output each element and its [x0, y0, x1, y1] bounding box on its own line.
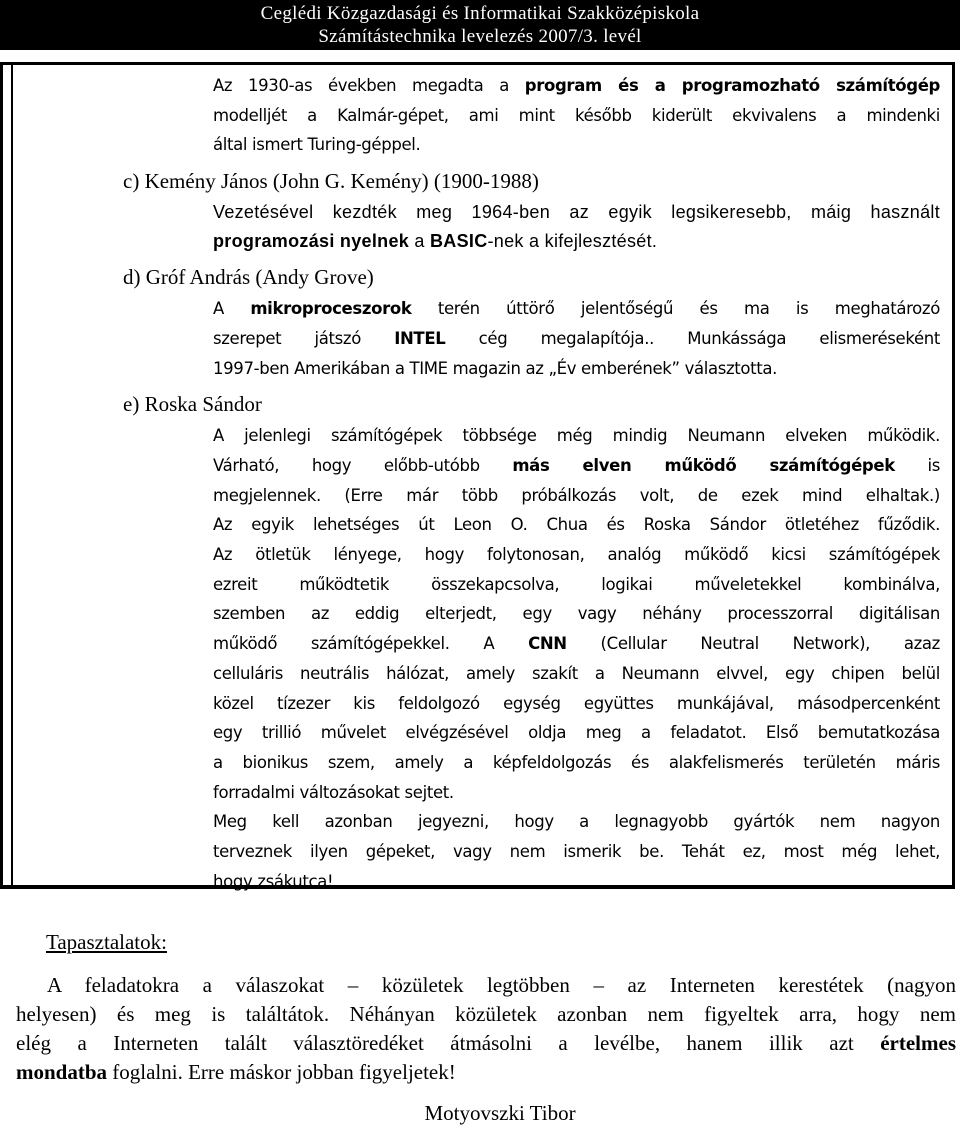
experiences-line: A feladatokra a válaszokat – közületek legtöbben – az Interneten kerestétek (nagyon [47, 973, 956, 997]
school-name: Ceglédi Közgazdasági és Informatikai Szakközépiskola [260, 3, 700, 24]
section-d-line [213, 294, 940, 324]
bold-text: INTEL [394, 328, 446, 348]
section-e-line: hogy zsákutca! [213, 871, 334, 891]
bold-text: értelmes [880, 1031, 956, 1055]
bold-text: program és a programozható számítógép [524, 76, 940, 95]
experiences-line [16, 1058, 956, 1087]
text-span: cég megalapítója. [445, 328, 650, 348]
text-span: is [894, 455, 940, 475]
intro-paragraph [123, 71, 940, 160]
content-box [0, 62, 955, 889]
intro-line: modelljét a Kalmár-gépet, ami mint később kiderült ekvivalens a mindenki [213, 105, 940, 125]
bold-text: BASIC [430, 231, 488, 252]
section-c-text [123, 198, 940, 256]
section-d-line [213, 324, 940, 354]
text-span: foglalni. Erre máskor jobban figyeljetek! [107, 1060, 456, 1084]
section-e-line: forradalmi változásokat sejtet. [213, 782, 454, 802]
text-span: Az 1930-as években megadta a [213, 76, 525, 95]
section-e-line: ezreit működtetik összekapcsolva, logikai műveletekkel kombinálva, [213, 574, 940, 594]
section-d-heading: d) Gróf András (Andy Grove) [123, 265, 374, 290]
section-e-line [213, 451, 940, 481]
bold-text: mikroproceszorok [250, 299, 412, 319]
experiences-paragraph [16, 971, 956, 1087]
intro-line [213, 71, 940, 101]
text-span: A [213, 299, 251, 319]
section-e-line: celluláris neutrális hálózat, amely szakít a Neumann elvvel, egy chipen belül [213, 663, 940, 683]
intro-line: által ismert Turing-géppel. [213, 135, 421, 155]
bold-text: programozási nyelnek [213, 231, 410, 252]
section-e-line: Az ötletük lényege, hogy folytonosan, analóg működő kicsi számítógépek [213, 545, 940, 565]
bold-text: CNN [528, 634, 567, 654]
text-span: . Munkássága elismeréseként [649, 328, 940, 348]
section-d-line: 1997-ben Amerikában a TIME magazin az „Év emberének” választotta. [213, 358, 778, 378]
section-e-line: a bionikus szem, amely a képfeldolgozás és alakfelismerés területén máris [213, 752, 940, 772]
section-e-line: közel tízezer kis feldolgozó egység együttes munkájával, másodpercenként [213, 693, 940, 713]
text-span: szerepet játszó [213, 328, 395, 348]
experiences-line [16, 1029, 956, 1058]
text-span: Várható, hogy előbb-utóbb [213, 455, 513, 475]
letter-title: Számítástechnika levelezés 2007/3. levél [318, 26, 642, 47]
section-e-line: terveznek ilyen gépeket, vagy nem ismerik be. Tehát ez, most még lehet, [213, 842, 940, 862]
page-header [0, 0, 960, 50]
signature: Motyovszki Tibor [424, 1101, 576, 1125]
section-e-line: szemben az eddig elterjedt, egy vagy néhány processzorral digitálisan [213, 604, 940, 624]
section-e-line: Az egyik lehetséges út Leon O. Chua és Roska Sándor ötletéhez fűződik. [213, 515, 940, 535]
experiences-line: helyesen) és meg is találtátok. Néhányan közületek azonban nem figyeltek arra, hogy nem [16, 1002, 956, 1026]
section-c-line [213, 227, 940, 256]
section-e-line: Meg kell azonban jegyezni, hogy a legnagyobb gyártók nem nagyon [213, 812, 940, 832]
text-span: -nek a kifejlesztését. [487, 231, 658, 252]
content-box-body [123, 71, 940, 896]
section-e-heading: e) Roska Sándor [123, 392, 262, 417]
section-e-line: megjelennek. (Erre már több próbálkozás volt, de ezek mind elhaltak.) [213, 485, 940, 505]
text-span: terén úttörő jelentőségű és ma is meghatározó [411, 299, 940, 319]
bold-text: mondatba [16, 1060, 108, 1084]
section-e-text [123, 421, 940, 896]
text-span: a [409, 231, 430, 252]
section-c-line: Vezetésével kezdték meg 1964-ben az egyik legsikeresebb, máig használt [213, 202, 940, 223]
bold-text: más elven működő számítógépek [512, 455, 895, 475]
section-e-line: A jelenlegi számítógépek többsége még mindig Neumann elveken működik. [213, 426, 940, 446]
section-e-line: egy trillió művelet elvégzésével oldja meg a feladatot. Első bemutatkozása [213, 723, 940, 743]
section-c-heading: c) Kemény János (John G. Kemény) (1900-1988) [123, 169, 539, 194]
text-span: elég a Interneten talált választöredéket átmásolni a levélbe, hanem illik azt [16, 1031, 881, 1055]
text-span: működő számítógépekkel. A [213, 634, 529, 654]
text-span: (Cellular Neutral Network), azaz [566, 634, 940, 654]
experiences-title: Tapasztalatok: [46, 930, 167, 954]
section-e-line [213, 629, 940, 659]
section-d-text [123, 294, 940, 383]
